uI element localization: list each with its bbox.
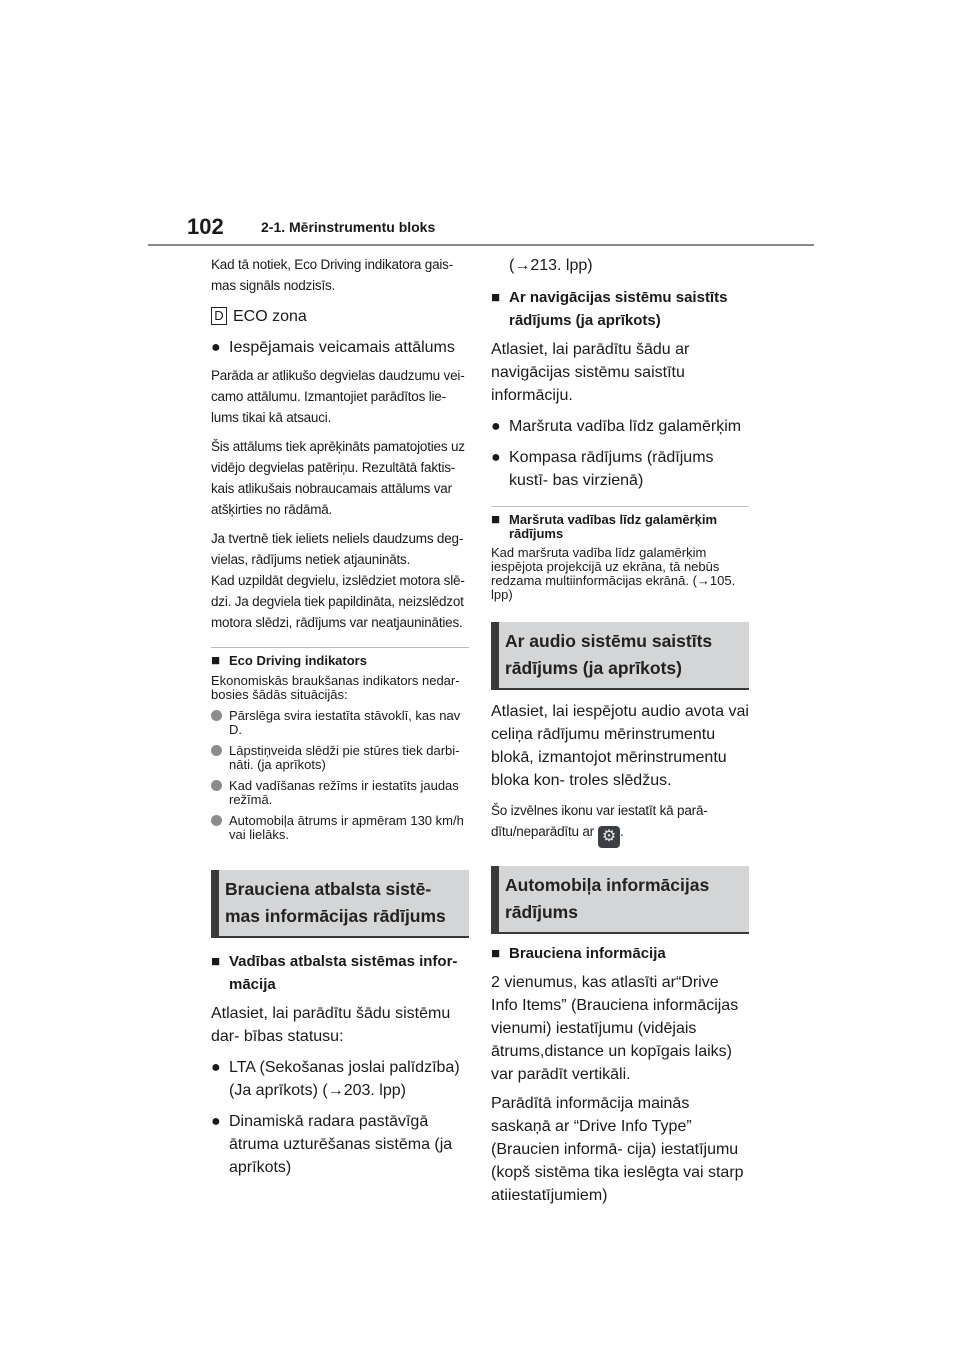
range-text-3: Ja tvertnē tiek ieliets neliels daudzums deg- vielas, rādījums netiek atjaunināts. — [211, 531, 464, 567]
section-title: 2-1. Mērinstrumentu bloks — [261, 219, 436, 235]
section-banner: Automobiļa informācijas rādījums — [491, 866, 749, 934]
drive-support-text: Atlasiet, lai parādītu šādu sistēmu dar- bības statusu: — [211, 1005, 451, 1045]
range-text-2: Šis attālums tiek aprēķināts pamatojoties uz vidējo degvielas patēriņu. Rezultātā faktis- kais atlikušais nobraucamais attālums var atšķirties no rādāmā. — [211, 439, 465, 517]
route-text: Kad maršruta vadība līdz galamērķim iespējota projekcijā uz ekrāna, tā nebūs redzama multiinformācijas ekrānā. (→105. lpp) — [491, 545, 736, 602]
trip-info-heading: ■ Brauciena informācija — [491, 945, 666, 962]
range-text-1: Parāda ar atlikušo degvielas daudzumu vei- camo attālumu. Izmantojiet parādītos lie- lums tikai kā atsauci. — [211, 368, 465, 425]
route-heading: ■ Maršruta vadības līdz galamērķim rādījums — [491, 511, 718, 541]
nav-heading: ■ Ar navigācijas sistēmu saistīts rādījums (ja aprīkots) — [491, 289, 728, 329]
list-item: ● Kompasa rādījums (rādījums kustī- bas virzienā) — [491, 449, 714, 489]
eco-off-text: Kad tā notiek, Eco Driving indikatora gais- mas signāls nodzisīs. — [211, 257, 454, 293]
list-item: ● Dinamiskā radara pastāvīgā ātruma uzturēšanas sistēma (ja aprīkots) — [211, 1113, 453, 1176]
range-text-4: Kad uzpildāt degvielu, izslēdziet motora slē- dzi. Ja degviela tiek papildināta, neizslēdzot motora slēdzi, rādījums var neatjaunināties. — [211, 573, 465, 630]
trip-info-text-1: 2 vienumus, kas atlasīti ar“Drive Info Items” (Brauciena informācijas vienumi) iestatījumu (vidējais ātrums,distance un kopīgais laiks) var parādīt vertikāli. — [491, 974, 739, 1083]
list-item: Pārslēga svira iestatīta stāvoklī, kas nav D. — [211, 709, 469, 737]
audio-note: Šo izvēlnes ikonu var iestatīt kā parā- dītu/neparādītu ar ⚙ . — [491, 800, 749, 848]
list-item: Lāpstiņveida slēdži pie stūres tiek darbi- nāti. (ja aprīkots) — [211, 744, 469, 772]
eco-indicator-text: Ekonomiskās braukšanas indikators nedar- bosies šādās situācijās: — [211, 673, 460, 702]
callout-label: D — [211, 307, 227, 325]
eco-indicator-heading: ■ Eco Driving indikators — [211, 652, 367, 669]
range-heading: ● Iespējamais veicamais attālums — [211, 339, 455, 356]
left-column — [211, 254, 469, 1179]
divider — [211, 647, 469, 648]
list-item: ● LTA (Sekošanas joslai palīdzība) (Ja aprīkots) (→203. lpp) — [211, 1059, 460, 1099]
eco-zone-heading: D ECO zona — [211, 305, 469, 328]
trip-info-text-2: Parādītā informācija mainās saskaņā ar “Drive Info Type” (Braucien informā- cija) iestatījumu (kopš sistēma tika ieslēgta vai starp atiiestatījumiem) — [491, 1095, 744, 1204]
section-banner: Brauciena atbalsta sistē- mas informācijas rādījums — [211, 870, 469, 938]
divider — [491, 506, 749, 507]
section-banner: Ar audio sistēmu saistīts rādījums (ja aprīkots) — [491, 622, 749, 690]
drive-support-heading: ■ Vadības atbalsta sistēmas infor- mācija — [211, 953, 458, 993]
right-column — [491, 254, 749, 1207]
nav-text: Atlasiet, lai parādītu šādu ar navigācijas sistēmu saistītu informāciju. — [491, 341, 690, 404]
list-item: Kad vadīšanas režīms ir iestatīts jaudas režīmā. — [211, 779, 469, 807]
audio-text: Atlasiet, lai iespējotu audio avota vai celiņa rādījumu mērinstrumentu blokā, izmantojot mērinstrumentu bloka kon- troles slēdžus. — [491, 703, 749, 789]
header-rule — [148, 244, 814, 246]
page-reference: (→213. lpp) — [509, 257, 593, 274]
gear-icon: ⚙ — [598, 826, 620, 848]
list-item: Automobiļa ātrums ir apmēram 130 km/h vai lielāks. — [211, 814, 469, 842]
list-item: ● Maršruta vadība līdz galamērķim — [491, 418, 742, 435]
page-number: 102 — [187, 214, 224, 239]
